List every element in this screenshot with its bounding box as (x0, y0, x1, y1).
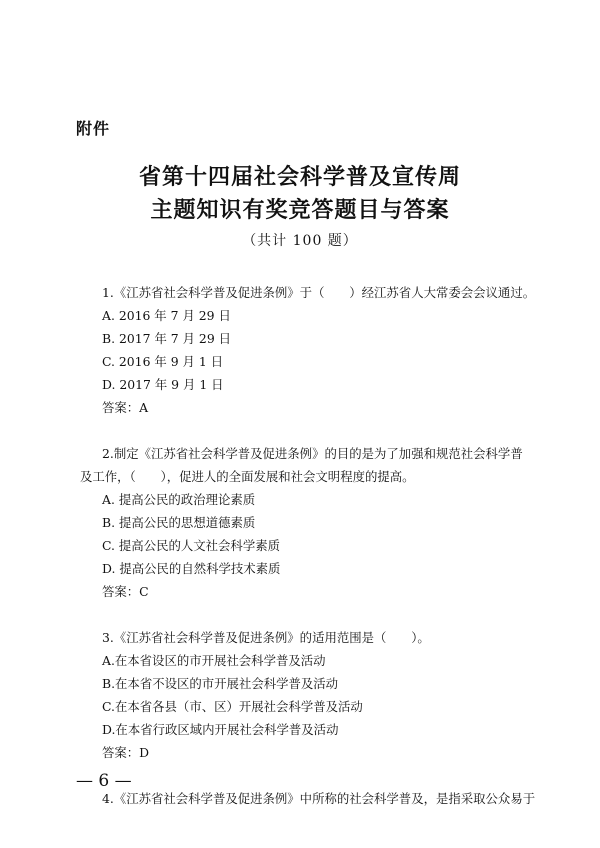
question-stem: 4.《江苏省社会科学普及促进条例》中所称的社会科学普及，是指采取公众易于 (102, 791, 536, 806)
question-stem: 3.《江苏省社会科学普及促进条例》的适用范围是（ ）。 (102, 630, 430, 645)
option-b: B.在本省不设区的市开展社会科学普及活动 (102, 676, 339, 691)
option-d: D. 2017 年 9 月 1 日 (102, 377, 224, 392)
question-4 (102, 787, 536, 810)
option-d: D.在本省行政区域内开展社会科学普及活动 (102, 722, 339, 737)
option-a: A. 2016 年 7 月 29 日 (102, 308, 231, 323)
page-title-line-1: 省第十四届社会科学普及宣传周 (138, 165, 461, 190)
question-stem: 1.《江苏省社会科学普及促进条例》于（ ）经江苏省人大常委会会议通过。 (102, 285, 536, 300)
option-c: C. 2016 年 9 月 1 日 (102, 354, 224, 369)
question-1 (102, 281, 536, 419)
answer: 答案：A (102, 400, 149, 415)
option-c: C. 提高公民的人文社会科学素质 (102, 538, 280, 553)
answer: 答案：C (102, 584, 149, 599)
question-stem: 2.制定《江苏省社会科学普及促进条例》的目的是为了加强和规范社会科学普及工作，（ ），促进人的全面发展和社会文明程度的提高。 (80, 446, 523, 484)
question-2 (80, 442, 530, 603)
page-title-line-2: 主题知识有奖竞答题目与答案 (150, 198, 450, 223)
option-a: A.在本省设区的市开展社会科学普及活动 (102, 653, 326, 668)
attachment-label: 附件 (76, 119, 111, 138)
option-c: C.在本省各县（市、区）开展社会科学普及活动 (102, 699, 363, 714)
option-a: A. 提高公民的政治理论素质 (102, 492, 256, 507)
question-list (80, 281, 536, 833)
question-count: （共计 100 题） (242, 233, 358, 249)
option-b: B. 2017 年 7 月 29 日 (102, 331, 232, 346)
question-3 (102, 626, 530, 764)
page-number: — 6 — (76, 771, 132, 791)
option-b: B. 提高公民的思想道德素质 (102, 515, 256, 530)
answer: 答案：D (102, 745, 150, 760)
option-d: D. 提高公民的自然科学技术素质 (102, 561, 281, 576)
